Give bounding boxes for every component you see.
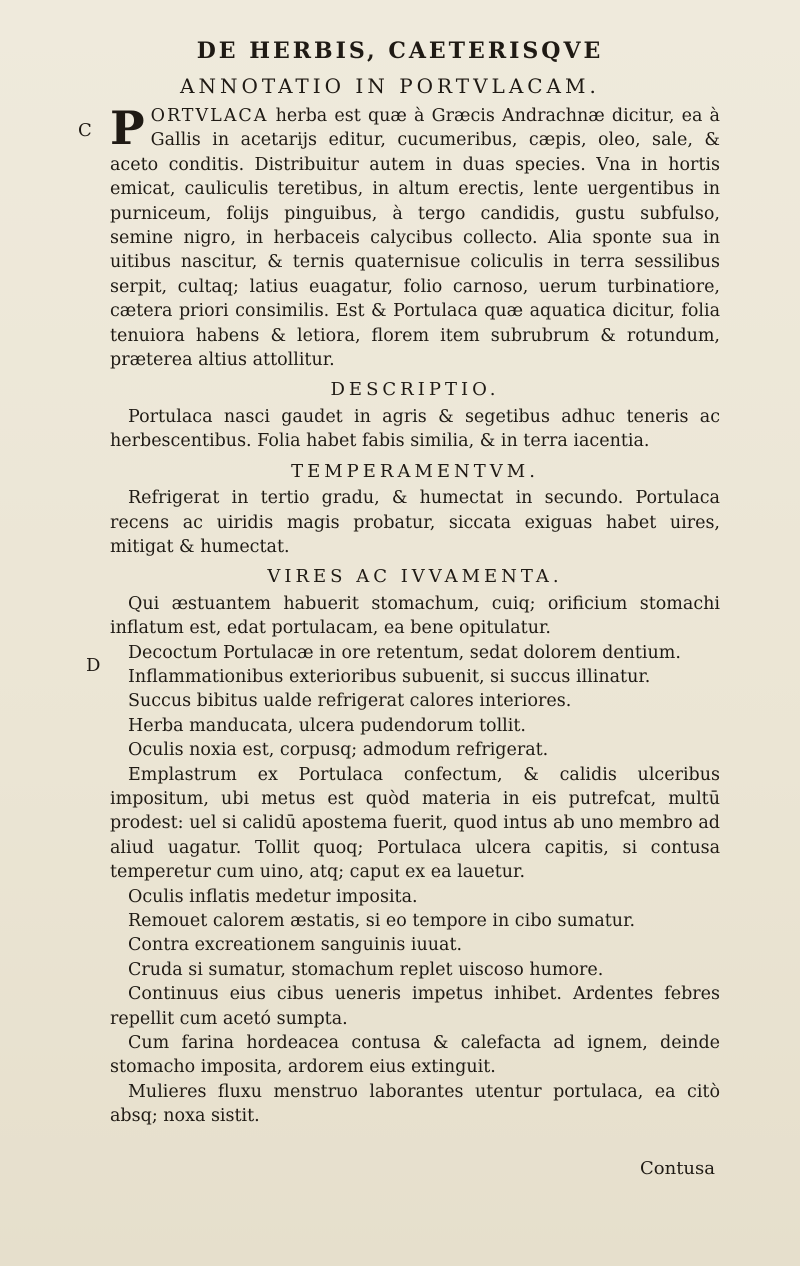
heading-descriptio: DESCRIPTIO. (330, 379, 500, 401)
intro-lead-word: ORTVLACA (150, 106, 269, 126)
heading-temperamentum: TEMPERAMENTVM. (291, 460, 539, 482)
vires-paragraph: Remouet calorem æstatis, si eo tempore in cibo sumatur. (128, 911, 636, 931)
margin-letter-d: D (86, 655, 101, 676)
drop-capital: P (110, 101, 145, 155)
vires-paragraph: Contra excreationem sanguinis iuuat. (128, 935, 463, 956)
temperamentum-text: Refrigerat in tertio gradu, & humectat in secundo. Portulaca recens ac uiridis magis probatur, siccata exiguas habet uires, mitigat & humectat. (110, 488, 720, 557)
vires-paragraph: Oculis noxia est, corpusq; admodum refrigerat. (128, 740, 549, 761)
vires-paragraph: Emplastrum ex Portulaca confectum, & calidis ulceribus impositum, ubi metus est quòd materia in eis putrefcat, multū prodest: uel si calidū apostemа fuerit, quod intus ab uno membro ad aliud uagatur. Tollit quoq; Portulaca ulcera capitis, si contusa temperetur cum uino, atq; caput ex ea lauetur. (110, 764, 720, 883)
descriptio-text: Portulaca nasci gaudet in agris & segetibus adhuc teneris ac herbescentibus. Folia habet fabis similia, & in terra iacentia. (110, 406, 720, 452)
margin-letter-c: C (78, 120, 92, 141)
vires-paragraph: Continuus eius cibus ueneris impetus inhibet. Ardentes febres repellit cum acetó sumpta. (110, 984, 720, 1029)
vires-paragraph: Herba manducata, ulcera pudendorum tollit. (128, 715, 526, 736)
vires-paragraph: Mulieres fluxu menstruo laborantes utentur portulaca, ea citò absq; noxa sistit. (110, 1081, 720, 1127)
vires-paragraph: Decoctum Portulacæ in ore retentum, sedat dolorem dentium. (128, 642, 681, 663)
vires-list (110, 592, 720, 1129)
intro-text: herba est quæ à Græcis Andrachnæ dicitur, ea à Gallis in acetarijs editur, cucumeribus, cæpis, oleo, sale, & aceto conditis. Distribuitur autem in duas species. Vna in hortis emicat, cauliculis teretibus, in altum erectis, lente uergentibus in purniceum, folijs pinguibus, à tergo candidis, gustu subfulso, semine nigro, in herbaceis calycibus collecto. Alia sponte sua in uitibus nascitur, & ternis quaternisue coliculis in terra sessilibus serpit, cultaq; latius euagatur, folio carnoso, uerum turbinatiore, cætera priori consimilis. Est & Portulaca quæ aquatica dicitur, folia tenuiora habens & letiora, florem item subrubrum & rotundum, prætereа altius attollitur. (110, 106, 720, 371)
vires-paragraph: Succus bibitus ualde refrigerat calores interiores. (128, 691, 572, 712)
vires-paragraph: Qui æstuantem habuerit stomachum, cuiq; orificium stomachi inflatum est, edat portulacam, ea bene opitulatur. (110, 593, 720, 639)
vires-paragraph: Inflammationibus exterioribus subuenit, si succus illinatur. (128, 666, 651, 687)
catchword: Contusa (640, 1158, 715, 1179)
running-head: DE HERBIS, CAETERISQVE (196, 38, 604, 64)
annotation-title: ANNOTATIO IN PORTVLACAM. (180, 74, 600, 98)
vires-paragraph: Cum farina hordeacea contusa & calefacta ad ignem, deinde stomacho imposita, ardorem eius extinguit. (110, 1033, 720, 1078)
intro-paragraph (110, 101, 720, 372)
main-text (110, 101, 720, 1129)
vires-paragraph: Cruda si sumatur, stomachum replet uiscoso humore. (128, 959, 604, 980)
vires-paragraph: Oculis inflatis medetur imposita. (128, 886, 418, 907)
heading-vires: VIRES AC IVVAMENTA. (267, 566, 563, 588)
